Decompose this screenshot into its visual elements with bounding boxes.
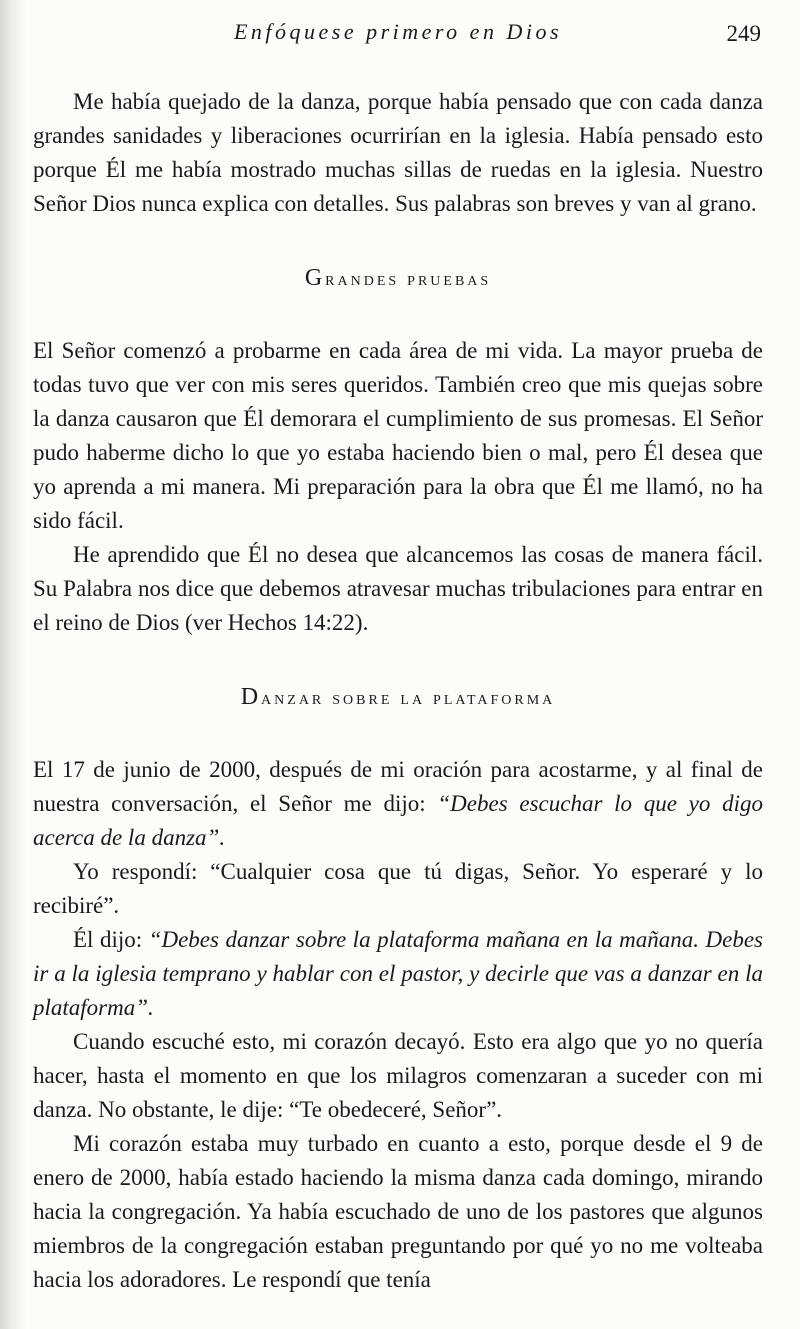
section-heading-danzar-sobre-la-plataforma xyxy=(33,680,763,715)
paragraph-4-text: El 17 de junio de 2000, después de mi oración para acostarme, y al final de nuestra conversación, el Señor me dijo: xyxy=(33,757,763,816)
paragraph-5: Yo respondí: “Cualquier cosa que tú digas, Señor. Yo esperaré y lo recibiré”. xyxy=(33,859,763,918)
paragraph-1: Me había quejado de la danza, porque había pensado que con cada danza grandes sanidades y liberaciones ocurrirían en la iglesia. Había pensado esto porque Él me había mostrado muchas sillas de ruedas en la iglesia. Nuestro Señor Dios nunca explica con detalles. Sus palabras son breves y van al grano. xyxy=(33,89,763,216)
paragraph-4 xyxy=(33,753,763,855)
paragraph-7: Cuando escuché esto, mi corazón decayó. Esto era algo que yo no quería hacer, hasta el momento en que los milagros comenzaran a suceder con mi danza. No obstante, le dije: “Te obedeceré, Señor”. xyxy=(33,1029,763,1122)
page-number: 249 xyxy=(726,21,761,46)
book-page xyxy=(33,0,763,1329)
paragraph-6-quote: “Debes danzar sobre la plataforma mañana en la mañana. Debes ir a la iglesia temprano y hablar con el pastor, y decirle que vas a danzar en la plataforma”. xyxy=(33,927,763,1020)
section-heading-initial: D xyxy=(240,684,262,710)
section-heading-rest: randes pruebas xyxy=(325,268,492,290)
page-body xyxy=(33,85,763,1297)
paragraph-2: El Señor comenzó a probarme en cada área de mi vida. La mayor prueba de todas tuvo que ver con mis seres queridos. También creo que mis quejas sobre la danza causaron que Él demorara el cumplimiento de sus promesas. El Señor pudo haberme dicho lo que yo estaba haciendo bien o mal, pero Él desea que yo aprenda a mi manera. Mi preparación para la obra que Él me llamó, no ha sido fácil. xyxy=(33,338,763,533)
section-heading-grandes-pruebas xyxy=(33,261,763,296)
book-gutter-shadow xyxy=(0,0,26,1329)
paragraph-6 xyxy=(33,923,763,1025)
paragraph-4-quote: “Debes escuchar lo que yo digo acerca de la danza”. xyxy=(33,791,763,850)
section-heading-initial: G xyxy=(304,265,326,291)
paragraph-3: He aprendido que Él no desea que alcancemos las cosas de manera fácil. Su Palabra nos dice que debemos atravesar muchas tribulaciones para entrar en el reino de Dios (ver Hechos 14:22). xyxy=(33,542,763,635)
paragraph-6-text: Él dijo: xyxy=(73,927,149,952)
paragraph-8: Mi corazón estaba muy turbado en cuanto a esto, porque desde el 9 de enero de 2000, había estado haciendo la misma danza cada domingo, mirando hacia la congregación. Ya había escuchado de uno de los pastores que algunos miembros de la congregación estaban preguntando por qué yo no me volteaba hacia los adoradores. Le respondí que tenía xyxy=(33,1131,763,1292)
running-title: Enfóquese primero en Dios xyxy=(233,19,563,44)
running-head xyxy=(33,16,763,48)
section-heading-rest: anzar sobre la plataforma xyxy=(261,687,556,709)
